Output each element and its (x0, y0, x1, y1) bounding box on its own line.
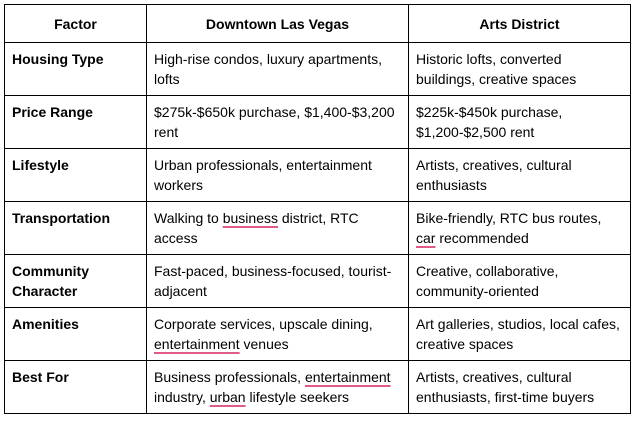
arts-cell (409, 202, 631, 255)
comparison-table (4, 4, 631, 414)
cell-text: Walking to (154, 210, 223, 226)
spellcheck-flagged-word[interactable]: business (222, 210, 278, 226)
cell-text: Corporate services, upscale dining, (154, 316, 373, 332)
table-row (5, 361, 631, 414)
cell-text: venues (239, 336, 289, 352)
arts-cell: Historic lofts, converted buildings, creative spaces (409, 43, 631, 96)
table-row (5, 202, 631, 255)
cell-text: district, RTC access (154, 210, 359, 246)
spellcheck-flagged-word[interactable]: entertainment (304, 369, 391, 385)
factor-cell: Transportation (5, 202, 147, 255)
downtown-cell (147, 308, 409, 361)
table-row (5, 149, 631, 202)
cell-text: recommended (435, 230, 529, 246)
header-arts-district: Arts District (409, 5, 631, 43)
arts-cell: Artists, creatives, cultural enthusiasts, first-time buyers (409, 361, 631, 414)
cell-text: Bike-friendly, RTC bus routes, (416, 210, 602, 226)
cell-text: lifestyle seekers (245, 389, 350, 405)
table-row (5, 255, 631, 308)
downtown-cell: Fast-paced, business-focused, tourist-adjacent (147, 255, 409, 308)
spellcheck-flagged-word[interactable]: entertainment (154, 336, 240, 352)
table-row (5, 308, 631, 361)
header-row (5, 5, 631, 43)
header-factor: Factor (5, 5, 147, 43)
downtown-cell (147, 361, 409, 414)
cell-text: industry, (154, 389, 210, 405)
factor-cell: Lifestyle (5, 149, 147, 202)
downtown-cell: High-rise condos, luxury apartments, lofts (147, 43, 409, 96)
table-row (5, 43, 631, 96)
spellcheck-flagged-word[interactable]: urban (209, 389, 246, 405)
arts-cell: Art galleries, studios, local cafes, creative spaces (409, 308, 631, 361)
factor-cell: Amenities (5, 308, 147, 361)
downtown-cell: $275k-$650k purchase, $1,400-$3,200 rent (147, 96, 409, 149)
arts-cell: Artists, creatives, cultural enthusiasts (409, 149, 631, 202)
factor-cell: Housing Type (5, 43, 147, 96)
arts-cell: Creative, collaborative, community-oriented (409, 255, 631, 308)
header-downtown: Downtown Las Vegas (147, 5, 409, 43)
factor-cell: Best For (5, 361, 147, 414)
factor-cell: Price Range (5, 96, 147, 149)
spellcheck-flagged-word[interactable]: car (416, 230, 436, 246)
factor-cell: Community Character (5, 255, 147, 308)
table-row (5, 96, 631, 149)
arts-cell: $225k-$450k purchase, $1,200-$2,500 rent (409, 96, 631, 149)
cell-text: Business professionals, (154, 369, 305, 385)
downtown-cell (147, 202, 409, 255)
downtown-cell: Urban professionals, entertainment workers (147, 149, 409, 202)
